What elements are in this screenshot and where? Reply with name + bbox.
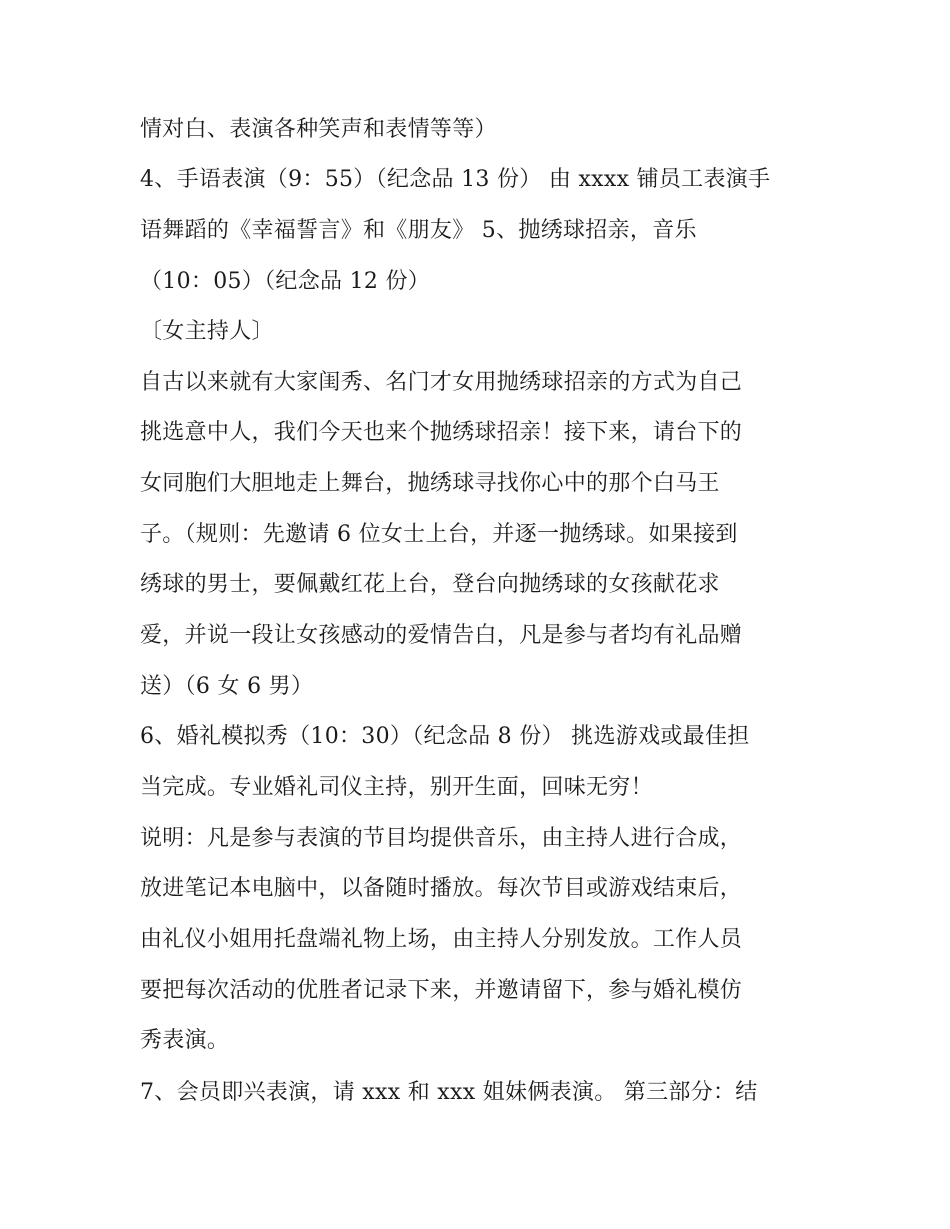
text-line: 由礼仪小姐用托盘端礼物上场，由主持人分别发放。工作人员 [140, 927, 743, 952]
text-line: 放进笔记本电脑中，以备随时播放。每次节目或游戏结束后， [140, 876, 743, 901]
text-line: 要把每次活动的优胜者记录下来，并邀请留下，参与婚礼模仿 [140, 978, 743, 1003]
text-line: 6、婚礼模拟秀（10：30）（纪念品 8 份） 挑选游戏或最佳担 [140, 724, 750, 749]
text-line: 语舞蹈的《幸福誓言》和《朋友》 5、抛绣球招亲，音乐 [140, 218, 697, 243]
text-line: （10：05）（纪念品 12 份） [140, 269, 431, 294]
text-line: 4、手语表演（9：55）（纪念品 13 份） 由 xxxx 铺员工表演手 [140, 167, 771, 192]
text-line: 挑选意中人，我们今天也来个抛绣球招亲！接下来，请台下的 [140, 420, 743, 445]
text-line: 女同胞们大胆地走上舞台，抛绣球寻找你心中的那个白马王 [140, 471, 720, 496]
text-line: 7、会员即兴表演，请 xxx 和 xxx 姐妹俩表演。 第三部分：结 [140, 1080, 758, 1105]
text-line: 〔女主持人〕 [140, 319, 274, 344]
text-line: 当完成。专业婚礼司仪主持，别开生面，回味无穷！ [140, 775, 653, 800]
text-line: 绣球的男士，要佩戴红花上台，登台向抛绣球的女孩献花求 [140, 572, 720, 597]
text-line: 情对白、表演各种笑声和表情等等） [140, 117, 497, 142]
text-line: 秀表演。 [140, 1028, 230, 1053]
text-line: 说明：凡是参与表演的节目均提供音乐，由主持人进行合成， [140, 826, 743, 851]
text-line: 送）（6 女 6 男） [140, 674, 314, 699]
text-line: 子。（规则：先邀请 6 位女士上台，并逐一抛绣球。如果接到 [140, 522, 738, 547]
text-line: 自古以来就有大家闺秀、名门才女用抛绣球招亲的方式为自己 [140, 370, 743, 395]
text-line: 爱，并说一段让女孩感动的爱情告白，凡是参与者均有礼品赠 [140, 623, 743, 648]
